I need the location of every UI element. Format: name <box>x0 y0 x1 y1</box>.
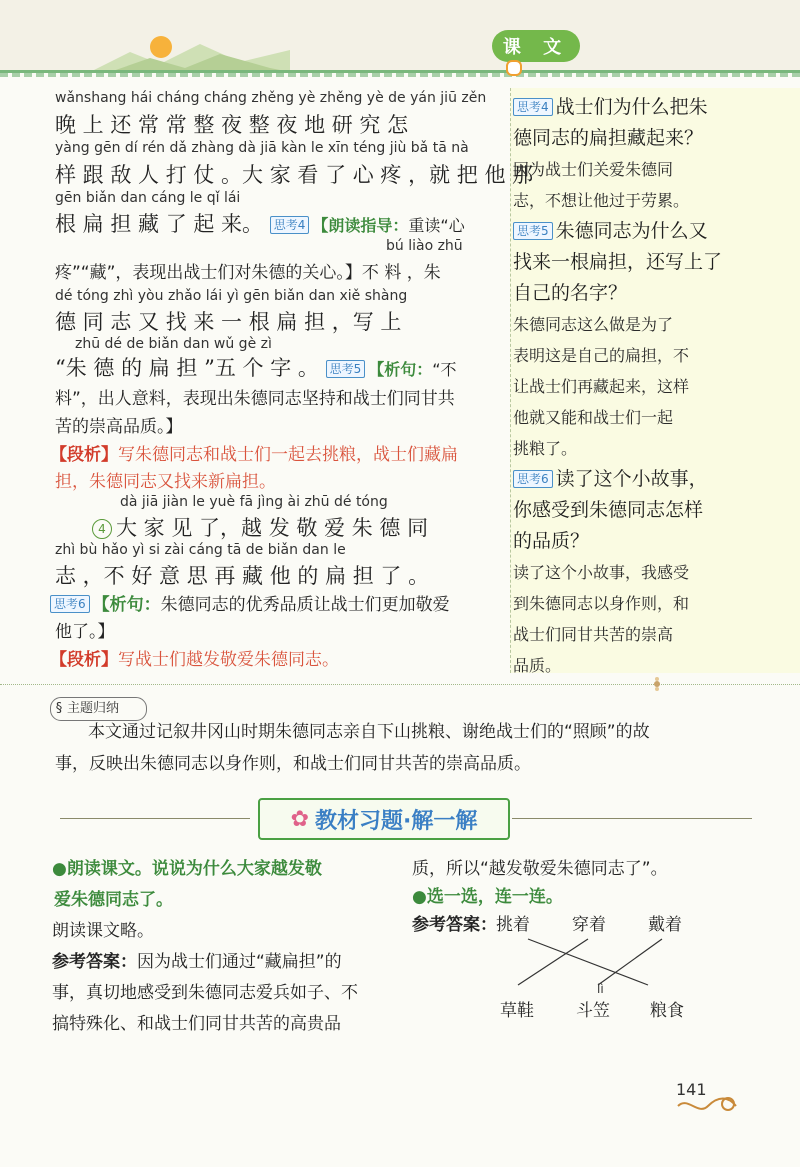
text-line: 德 同 志 又 找 来 一 根 扁 担 ，写 上 <box>55 310 402 334</box>
paragraph-analysis-cont: 担，朱德同志又找来新扁担。 <box>55 472 276 492</box>
note-line: 他了。】 <box>55 622 115 642</box>
bottom-word: 粮食 <box>650 1001 684 1021</box>
answer-label: 参考答案： <box>412 915 497 935</box>
text-line: “朱 德 的 扁 担 ”五 个 字 。 思考5 【析句：“不 <box>55 356 457 380</box>
top-word: 挑着 <box>496 915 530 935</box>
question-5: 思考5 朱德同志为什么又 <box>513 216 798 247</box>
note-line: 思考6 【析句：朱德同志的优秀品质让战士们更加敬爱 <box>50 590 450 615</box>
section-label: 课 文 <box>492 30 580 62</box>
question-6-cont: 的品质？ <box>513 530 590 552</box>
note-line: 苦的崇高品质。】 <box>55 417 183 437</box>
pinyin-line: bú liào zhū <box>386 238 463 254</box>
answer-5-cont: 挑粮了。 <box>513 439 578 458</box>
pinyin-line: yàng gēn dí rén dǎ zhàng dà jiā kàn le xīn téng jiù bǎ tā nà <box>55 140 469 156</box>
think-badge: 思考5 <box>513 222 553 240</box>
think-badge: 思考4 <box>513 98 553 116</box>
banner-rule-left <box>60 818 250 819</box>
question-6: 思考6 读了这个小故事， <box>513 464 798 495</box>
exercise-banner: ✿ 教材习题·解一解 <box>258 798 510 840</box>
section-divider <box>0 684 800 686</box>
answer-4: 因为战士们关爱朱德同 <box>513 160 674 179</box>
page-number: 141 <box>676 1080 707 1099</box>
match-line <box>518 939 588 985</box>
think-badge: 思考4 <box>270 216 310 234</box>
text-line: 4 大 家 见 了，越 发 敬 爱 朱 德 同 <box>92 512 428 542</box>
paragraph-analysis: 【段析】写战士们越发敬爱朱德同志。 <box>50 650 339 670</box>
question-4: 思考4 战士们为什么把朱 <box>513 92 798 123</box>
text-line: 晚 上 还 常 常 整 夜 整 夜 地 研 究 怎 <box>55 113 409 137</box>
text-line: 样 跟 敌 人 打 仗 。大 家 看 了 心 疼 ，就 把 他 那 <box>55 163 534 187</box>
section-pin-icon <box>506 60 522 76</box>
paragraph-analysis: 【段析】写朱德同志和战士们一起去挑粮，战士们藏扁 <box>50 445 458 465</box>
exercise-1-cont: 质，所以“越发敬爱朱德同志了”。 <box>412 859 668 879</box>
answer-5-cont: 表明这是自己的扁担，不 <box>513 346 690 365</box>
banner-rule-right <box>512 818 752 819</box>
think-badge: 思考6 <box>50 595 90 613</box>
exercise-2-question: ●选一选，连一连。 <box>412 887 563 907</box>
pinyin-line: zhì bù hǎo yì si zài cáng tā de biǎn dan le <box>55 542 346 558</box>
header-wave-border <box>0 73 800 77</box>
answer-5-cont: 他就又能和战士们一起 <box>513 408 674 427</box>
question-5-cont: 找来一根扁担，还写上了 <box>513 251 723 273</box>
question-4-cont: 德同志的扁担藏起来？ <box>513 127 704 149</box>
pinyin-line: gēn biǎn dan cáng le qǐ lái <box>55 190 241 206</box>
answer-6-cont: 到朱德同志以身作则，和 <box>513 594 690 613</box>
page-swirl-ornament-icon <box>676 1094 746 1116</box>
pinyin-line: dé tóng zhì yòu zhǎo lái yì gēn biǎn dan xiě shàng <box>55 288 408 304</box>
note-line: 料”，出人意料，表现出朱德同志坚持和战士们同甘共 <box>55 389 455 409</box>
answer-6-cont: 品质。 <box>513 656 562 675</box>
answer-6: 读了这个小故事，我感受 <box>513 563 690 582</box>
question-6-cont: 你感受到朱德同志怎样 <box>513 499 704 521</box>
mountain-decoration-icon <box>90 40 290 72</box>
question-5-cont: 自己的名字？ <box>513 282 628 304</box>
pinyin-annotation: lì <box>597 982 604 996</box>
text-line: 根 扁 担 藏 了 起 来。 思考4 【朗读指导：重读“心 <box>55 212 465 236</box>
theme-summary-cont: 事，反映出朱德同志以身作则，和战士们同甘共苦的崇高品质。 <box>55 754 531 774</box>
flower-ornament-icon <box>650 676 664 690</box>
top-word: 戴着 <box>648 915 682 935</box>
paragraph-number: 4 <box>92 519 112 539</box>
text-line: 志 ，不 好 意 思 再 藏 他 的 扁 担 了 。 <box>55 564 430 588</box>
answer-4-cont: 志，不想让他过于劳累。 <box>513 191 690 210</box>
pinyin-line: wǎnshang hái cháng cháng zhěng yè zhěng yè de yán jiū zěn <box>55 90 487 106</box>
answer-5: 朱德同志这么做是为了 <box>513 315 674 334</box>
bottom-word: 斗笠 <box>576 1001 610 1021</box>
answer-6-cont: 战士们同甘共苦的崇高 <box>513 625 674 644</box>
pinyin-line: dà jiā jiàn le yuè fā jìng ài zhū dé tóng <box>120 494 388 510</box>
top-word: 穿着 <box>572 915 606 935</box>
scroll-icon: § <box>55 701 63 716</box>
pinyin-line: zhū dé de biǎn dan wǔ gè zì <box>75 336 272 352</box>
answer-5-cont: 让战士们再藏起来，这样 <box>513 377 690 396</box>
text-line: 疼”“藏”，表现出战士们对朱德的关心。】不 料 ，朱 <box>55 263 441 283</box>
theme-tag: § 主题归纳 <box>50 697 147 721</box>
think-badge: 思考6 <box>513 470 553 488</box>
sidebar-content <box>513 92 798 681</box>
sun-icon <box>150 36 172 58</box>
exercise-1: ●朗读课文。说说为什么大家越发敬 爱朱德同志了。 朗读课文略。 参考答案：因为战士们通过“藏扁担”的 事，真切地感受到朱德同志爱兵如子、不 搞特殊化、和战士们同甘共苦的高贵品 <box>52 859 358 1034</box>
lotus-icon: ✿ <box>290 806 310 832</box>
theme-summary: 本文通过记叙井冈山时期朱德同志亲自下山挑粮、谢绝战士们的“照顾”的故 <box>88 722 650 742</box>
bottom-word: 草鞋 <box>500 1001 534 1021</box>
think-badge: 思考5 <box>326 360 366 378</box>
